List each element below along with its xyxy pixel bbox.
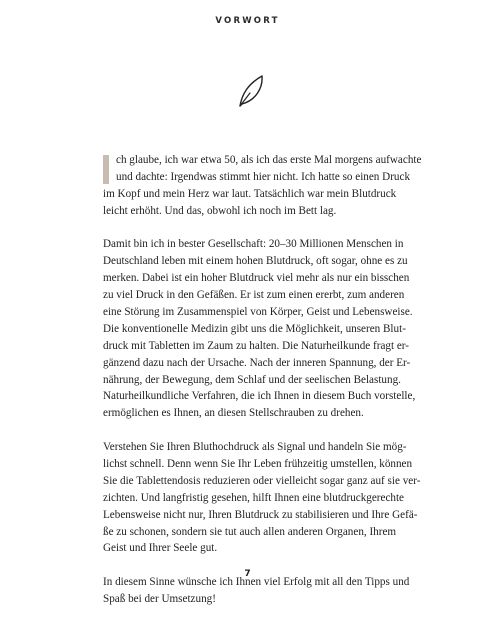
text-line: eine Störung im Zusammenspiel von Körper, Geist und Lebensweise. bbox=[103, 306, 413, 319]
text-line: leicht erhöht. Und das, obwohl ich noch im Bett lag. bbox=[103, 204, 337, 217]
leaf-icon bbox=[236, 72, 266, 110]
text-line: gänzend dazu nach der Ursache. Nach der inneren Spannung, der Er- bbox=[103, 356, 411, 369]
body-text bbox=[103, 152, 422, 625]
paragraph-1 bbox=[103, 152, 422, 220]
text-line: Lebensweise nicht nur, Ihren Blutdruck zu stabilisieren und Ihre Gefä- bbox=[103, 508, 418, 521]
text-line: druck mit Tabletten im Zaum zu halten. Die Naturheilkunde fragt er- bbox=[103, 339, 409, 352]
text-line: im Kopf und mein Herz war laut. Tatsächlich war mein Blutdruck bbox=[103, 187, 397, 200]
text-line: ermöglichen es Ihnen, an diesen Stellschrauben zu drehen. bbox=[103, 407, 364, 420]
text-line: Naturheilkundliche Verfahren, die ich Ihnen in diesem Buch vorstelle, bbox=[103, 390, 416, 403]
paragraph-3 bbox=[103, 439, 421, 557]
paragraph-2 bbox=[103, 236, 416, 422]
text-line: In diesem Sinne wünsche ich Ihnen viel Erfolg mit all den Tipps und bbox=[103, 576, 410, 589]
paragraph-4 bbox=[103, 574, 410, 608]
chapter-title: VORWORT bbox=[215, 16, 280, 26]
text-line: Deutschland leben mit einem hohen Blutdruck, oft sogar, ohne es zu bbox=[103, 255, 408, 268]
dropcap-bar bbox=[103, 155, 109, 184]
text-line: merken. Dabei ist ein hoher Blutdruck viel mehr als nur ein bisschen bbox=[103, 272, 410, 285]
text-line: zu viel Druck in den Gefäßen. Er ist zum einen ererbt, zum anderen bbox=[103, 289, 405, 302]
text-line: Geist und Ihrer Seele gut. bbox=[103, 542, 218, 555]
text-line: zichten. Und langfristig gesehen, hilft Ihnen eine blutdruckgerechte bbox=[103, 491, 404, 504]
text-line: lichst schnell. Denn wenn Sie Ihr Leben frühzeitig umstellen, können bbox=[103, 458, 413, 471]
text-line: ch glaube, ich war etwa 50, als ich das erste Mal morgens aufwachte bbox=[116, 154, 422, 166]
text-line: Die konventionelle Medizin gibt uns die Möglichkeit, unseren Blut- bbox=[103, 322, 406, 335]
text-line: nährung, der Bewegung, dem Schlaf und der seelischen Belastung. bbox=[103, 373, 401, 386]
page-number: 7 bbox=[244, 569, 251, 579]
text-line: ße zu schonen, sondern sie tut auch allen anderen Organen, Ihrem bbox=[103, 525, 397, 538]
text-line: Verstehen Sie Ihren Bluthochdruck als Signal und handeln Sie mög- bbox=[103, 441, 407, 454]
text-line: Sie die Tablettendosis reduzieren oder vielleicht sogar ganz auf sie ver- bbox=[103, 474, 421, 487]
text-line: Damit bin ich in bester Gesellschaft: 20–30 Millionen Menschen in bbox=[103, 238, 404, 251]
text-line: und dachte: Irgendwas stimmt hier nicht. Ich hatte so einen Druck bbox=[116, 170, 411, 183]
text-line: Spaß bei der Umsetzung! bbox=[103, 593, 216, 606]
